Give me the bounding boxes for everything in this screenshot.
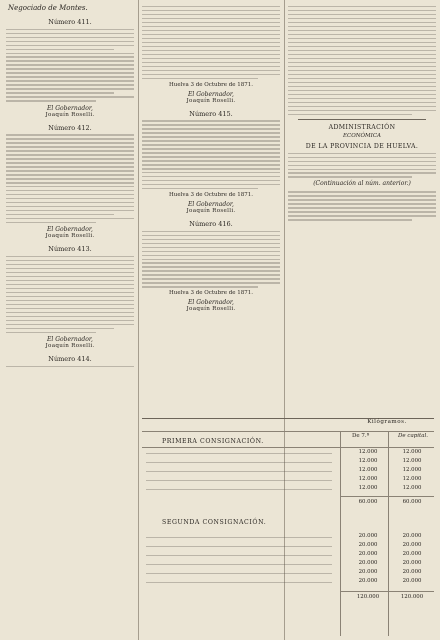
text-line [6,68,134,69]
text-line [142,30,280,31]
table-row [142,533,434,542]
text-line [142,18,280,19]
text-line [142,58,280,59]
total-row [142,594,434,603]
table-row [142,569,434,578]
text-line [288,82,436,83]
text-line [288,94,436,95]
text-line [6,37,134,38]
text-line [142,70,280,71]
text-line [6,134,134,135]
text-line [142,140,280,141]
text-line [6,218,134,219]
text-line [142,144,280,145]
text-line [142,10,280,11]
row-value: 20.000 [402,551,422,557]
text-line [6,186,134,187]
text-line [142,132,280,133]
text-line [6,194,134,195]
text-line [288,54,436,55]
text-line [288,10,436,11]
table-subheader [142,431,434,448]
text-line [142,188,258,189]
text-line [288,207,436,208]
text-line [142,286,258,287]
text-line [6,158,134,159]
text-line [288,50,436,51]
notice-number: Número 411. [48,18,92,26]
text-line [288,215,436,216]
text-line [6,142,134,143]
text-line [142,172,280,173]
column-de: De 7.ª [352,433,370,439]
text-line [288,169,436,170]
text-line [142,278,280,279]
text-line [142,62,280,63]
text-line [6,154,134,155]
total-rule [340,591,434,593]
text-line [6,324,134,325]
notice-number: Número 415. [189,109,233,118]
text-line [6,100,96,101]
text-line [142,136,280,137]
text-line [142,14,280,15]
text-line [6,366,134,367]
column-capital: De capital. [397,433,429,439]
row-value: 20.000 [402,560,422,566]
text-line [6,190,134,191]
text-line [6,76,134,77]
text-line [6,88,134,89]
text-line [142,26,280,27]
table-row [142,449,434,458]
text-line [6,292,134,293]
text-line [6,174,134,175]
signature-title: El Gobernador, [47,104,93,112]
text-line [142,247,280,248]
text-line [6,49,114,50]
text-line [142,6,280,7]
text-line [142,54,280,55]
text-line [6,206,134,207]
text-line [6,178,134,179]
text-line [6,210,134,211]
text-line [288,46,436,47]
section-subtitle: ECONÓMICA [342,132,382,139]
row-value: 20.000 [402,578,422,584]
text-line [288,195,436,196]
text-line [288,165,436,166]
notice-number: Número 416. [189,220,233,229]
text-line [142,160,280,161]
text-line [288,161,436,162]
signature-name: Joaquín Roselli. [45,343,95,350]
text-line [288,70,436,71]
column-1 [6,2,134,638]
text-line [142,255,280,256]
divider [298,119,426,120]
row-text [146,564,332,565]
text-line [6,288,134,289]
text-line [142,50,280,51]
total-value: 120.000 [356,594,380,600]
text-line [142,124,280,125]
text-line [288,62,436,63]
table-row [142,551,434,560]
text-line [288,98,436,99]
row-value: 12.000 [358,467,378,473]
table-row [142,560,434,569]
table-row [142,485,434,494]
text-line [142,231,280,232]
section-subtitle: DE LA PROVINCIA DE HUELVA. [305,142,419,150]
text-line [6,53,134,54]
total-value: 120.000 [400,594,424,600]
text-line [6,80,134,81]
row-value: 12.000 [402,476,422,482]
text-line [288,211,436,212]
text-line [142,46,280,47]
signature-name: Joaquín Roselli. [186,97,236,104]
text-line [6,332,96,333]
text-line [6,138,134,139]
text-line [6,296,134,297]
row-value: 20.000 [358,569,378,575]
section-title: ADMINISTRACIÓN [328,123,396,131]
text-line [288,22,436,23]
text-line [288,30,436,31]
text-line [142,156,280,157]
signature-title: El Gobernador, [188,90,234,98]
row-value: 20.000 [358,560,378,566]
text-line [6,280,134,281]
text-line [288,191,436,192]
text-line [288,199,436,200]
text-line [288,78,436,79]
text-line [288,157,436,158]
row-value: 12.000 [358,485,378,491]
text-line [6,60,134,61]
text-line [288,34,436,35]
row-text [146,453,332,454]
text-line [6,202,134,203]
text-line [6,146,134,147]
row-value: 20.000 [402,542,422,548]
text-line [142,168,280,169]
text-line [6,264,134,265]
row-value: 20.000 [402,569,422,575]
text-line [6,182,134,183]
total-row [142,499,434,508]
text-line [6,312,134,313]
consignment-table [142,418,434,636]
column-rule [138,0,139,640]
text-line [6,276,134,277]
text-line [288,26,436,27]
text-line [142,34,280,35]
text-line [288,38,436,39]
notice-number: Número 414. [48,355,92,364]
text-line [6,96,134,97]
text-line [142,180,280,181]
signature-title: El Gobernador, [188,201,234,209]
signature-title: El Gobernador, [188,299,234,307]
signature-title: El Gobernador, [47,226,93,234]
text-line [288,18,436,19]
text-line [142,164,280,165]
text-line [142,74,280,75]
text-line [142,66,280,67]
row-text [146,573,332,574]
table-row [142,467,434,476]
text-line [142,282,280,283]
row-value: 20.000 [402,533,422,539]
text-line [6,304,134,305]
text-line [288,176,412,177]
text-line [6,272,134,273]
row-text [146,546,332,547]
signature-title: El Gobernador, [47,336,93,344]
text-line [6,198,134,199]
row-value: 12.000 [402,467,422,473]
text-line [6,33,134,34]
text-line [288,42,436,43]
text-line [142,274,280,275]
text-line [288,74,436,75]
signature-name: Joaquín Roselli. [186,208,236,215]
text-line [142,176,280,177]
text-line [6,256,134,257]
text-line [288,106,436,107]
text-line [288,6,436,7]
text-line [288,114,412,115]
row-value: 12.000 [358,449,378,455]
dateline: Huelva 3 de Octubre de 1871. [168,290,254,297]
text-line [142,243,280,244]
row-text [146,582,332,583]
signature-name: Joaquín Roselli. [45,111,95,118]
text-line [142,270,280,271]
signature-name: Joaquín Roselli. [45,233,95,240]
row-value: 12.000 [358,458,378,464]
text-line [6,84,134,85]
text-line [6,64,134,65]
text-line [6,320,134,321]
text-line [6,170,134,171]
text-line [6,41,134,42]
text-line [6,45,134,46]
text-line [6,166,134,167]
text-line [142,184,280,185]
text-line [288,110,436,111]
text-line [288,203,436,204]
text-line [6,260,134,261]
row-value: 20.000 [358,542,378,548]
text-line [142,152,280,153]
row-text [146,480,332,481]
text-line [288,102,436,103]
text-line [142,239,280,240]
text-line [6,162,134,163]
text-line [288,58,436,59]
row-value: 20.000 [358,551,378,557]
second-consignment-title: SEGUNDA CONSIGNACIÓN. [162,519,267,526]
table-row [142,476,434,485]
text-line [142,38,280,39]
row-value: 12.000 [402,449,422,455]
text-line [6,92,114,93]
text-line [288,172,436,173]
table-row [142,542,434,551]
row-value: 12.000 [402,458,422,464]
row-value: 12.000 [358,476,378,482]
text-line [142,262,280,263]
text-line [142,78,258,79]
text-line [142,235,280,236]
text-line [142,42,280,43]
text-line [142,251,280,252]
text-line [6,214,114,215]
kilogramos-label: Kilógramos. [367,419,407,425]
text-line [142,128,280,129]
text-line [142,266,280,267]
table-row [142,458,434,467]
dateline: Huelva 3 de Octubre de 1871. [168,192,254,199]
notice-number: Número 413. [48,245,92,254]
row-value: 12.000 [402,485,422,491]
dateline: Huelva 3 de Octubre de 1871. [168,81,254,88]
text-line [142,22,280,23]
text-line [142,148,280,149]
row-text [146,489,332,490]
total-value: 60.000 [402,499,422,505]
row-text [146,471,332,472]
section-heading: Negociado de Montes. [8,4,88,12]
text-line [6,150,134,151]
text-line [142,120,280,121]
text-line [142,259,280,260]
text-line [6,284,134,285]
row-text [146,537,332,538]
text-line [6,222,96,223]
table-row [142,578,434,587]
text-line [6,328,114,329]
text-line [288,153,436,154]
signature-name: Joaquín Roselli. [186,306,236,313]
text-line [288,14,436,15]
text-line [6,308,134,309]
text-line [6,316,134,317]
total-value: 60.000 [358,499,378,505]
continuation-note: (Continuación al núm. anterior.) [313,180,411,188]
total-rule [340,496,434,498]
row-value: 20.000 [358,533,378,539]
row-value: 20.000 [358,578,378,584]
text-line [6,268,134,269]
first-consignment-title: PRIMERA CONSIGNACIÓN. [162,438,264,445]
row-text [146,462,332,463]
text-line [6,29,134,30]
text-line [288,219,412,220]
text-line [288,66,436,67]
row-text [146,555,332,556]
text-line [6,72,134,73]
text-line [6,300,134,301]
text-line [288,90,436,91]
text-line [288,86,436,87]
notice-number: Número 412. [48,123,92,132]
text-line [6,56,134,57]
